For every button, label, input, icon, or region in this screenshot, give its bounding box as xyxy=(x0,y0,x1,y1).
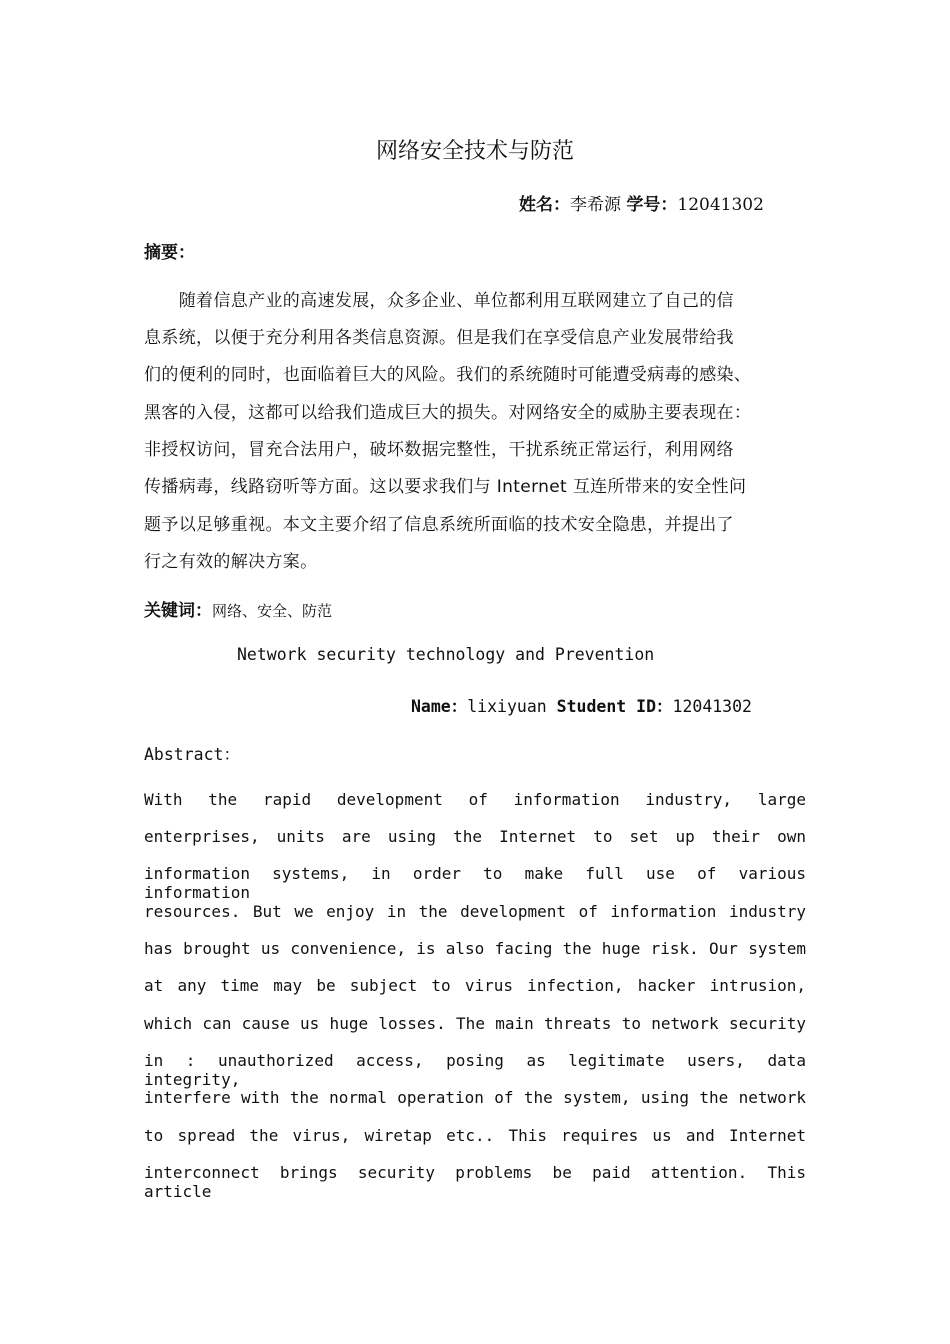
abstract-en-line: resources. But we enjoy in the development of information industry xyxy=(144,902,806,921)
author-line xyxy=(519,190,764,215)
abstract-en-line: has brought us convenience, is also facing the huge risk. Our system xyxy=(144,939,806,958)
abstract-en-line: at any time may be subject to virus infection, hacker intrusion, xyxy=(144,976,806,995)
abstract-cn-line: 息系统，以便于充分利用各类信息资源。但是我们在享受信息产业发展带给我 xyxy=(144,328,734,348)
abstract-en-line: to spread the virus, wiretap etc.. This requires us and Internet xyxy=(144,1126,806,1145)
abstract-cn-line: 随着信息产业的高速发展，众多企业、单位都利用互联网建立了自己的信 xyxy=(144,291,734,311)
name-label: 姓名： xyxy=(519,195,570,215)
abstract-cn-line: 题予以足够重视。本文主要介绍了信息系统所面临的技术安全隐患，并提出了 xyxy=(144,515,734,535)
abstract-cn-line: 非授权访问，冒充合法用户，破坏数据完整性，干扰系统正常运行，利用网络 xyxy=(144,440,734,460)
abstract-cn-text: 互连所带来的安全性问 xyxy=(567,477,747,497)
english-author-line xyxy=(411,693,752,717)
abstract-en-line: which can cause us huge losses. The main threats to network security xyxy=(144,1014,806,1033)
abstract-en-line: With the rapid development of information industry, large xyxy=(144,790,806,809)
abstract-en-line: in : unauthorized access, posing as legitimate users, data integrity, xyxy=(144,1051,806,1089)
abstract-cn-line: 行之有效的解决方案。 xyxy=(144,552,318,572)
english-name-label: Name： xyxy=(411,697,468,716)
keywords-value: 网络、安全、防范 xyxy=(212,602,333,620)
abstract-cn-line: 们的便利的同时，也面临着巨大的风险。我们的系统随时可能遭受病毒的感染、 xyxy=(144,365,752,385)
page-title: 网络安全技术与防范 xyxy=(375,139,574,164)
english-title: Network security technology and Prevention xyxy=(237,645,655,664)
abstract-en-line: interconnect brings security problems be paid attention. This article xyxy=(144,1163,806,1201)
abstract-cn-line: 黑客的入侵，这都可以给我们造成巨大的损失。对网络安全的威胁主要表现在： xyxy=(144,403,752,423)
abstract-en-line: enterprises, units are using the Internet to set up their own xyxy=(144,827,806,846)
english-author-name: lixiyuan xyxy=(467,697,547,716)
internet-term: Internet xyxy=(496,477,568,497)
keywords-label: 关键词： xyxy=(144,601,212,621)
abstract-heading-en: Abstract： xyxy=(144,745,240,764)
abstract-en-line: information systems, in order to make full use of various information xyxy=(144,864,806,902)
author-name: 李希源 xyxy=(570,195,621,215)
keywords-cn xyxy=(144,596,332,621)
english-student-id-label: Student ID： xyxy=(556,697,673,716)
abstract-cn-text: 传播病毒，线路窃听等方面。这以要求我们与 xyxy=(144,477,497,497)
abstract-en-line: interfere with the normal operation of the system, using the network xyxy=(144,1088,806,1107)
student-id-label: 学号： xyxy=(626,195,678,215)
student-id: 12041302 xyxy=(677,195,764,215)
abstract-cn-line xyxy=(144,472,746,497)
abstract-heading-cn: 摘要： xyxy=(144,243,195,263)
english-student-id: 12041302 xyxy=(672,697,752,716)
